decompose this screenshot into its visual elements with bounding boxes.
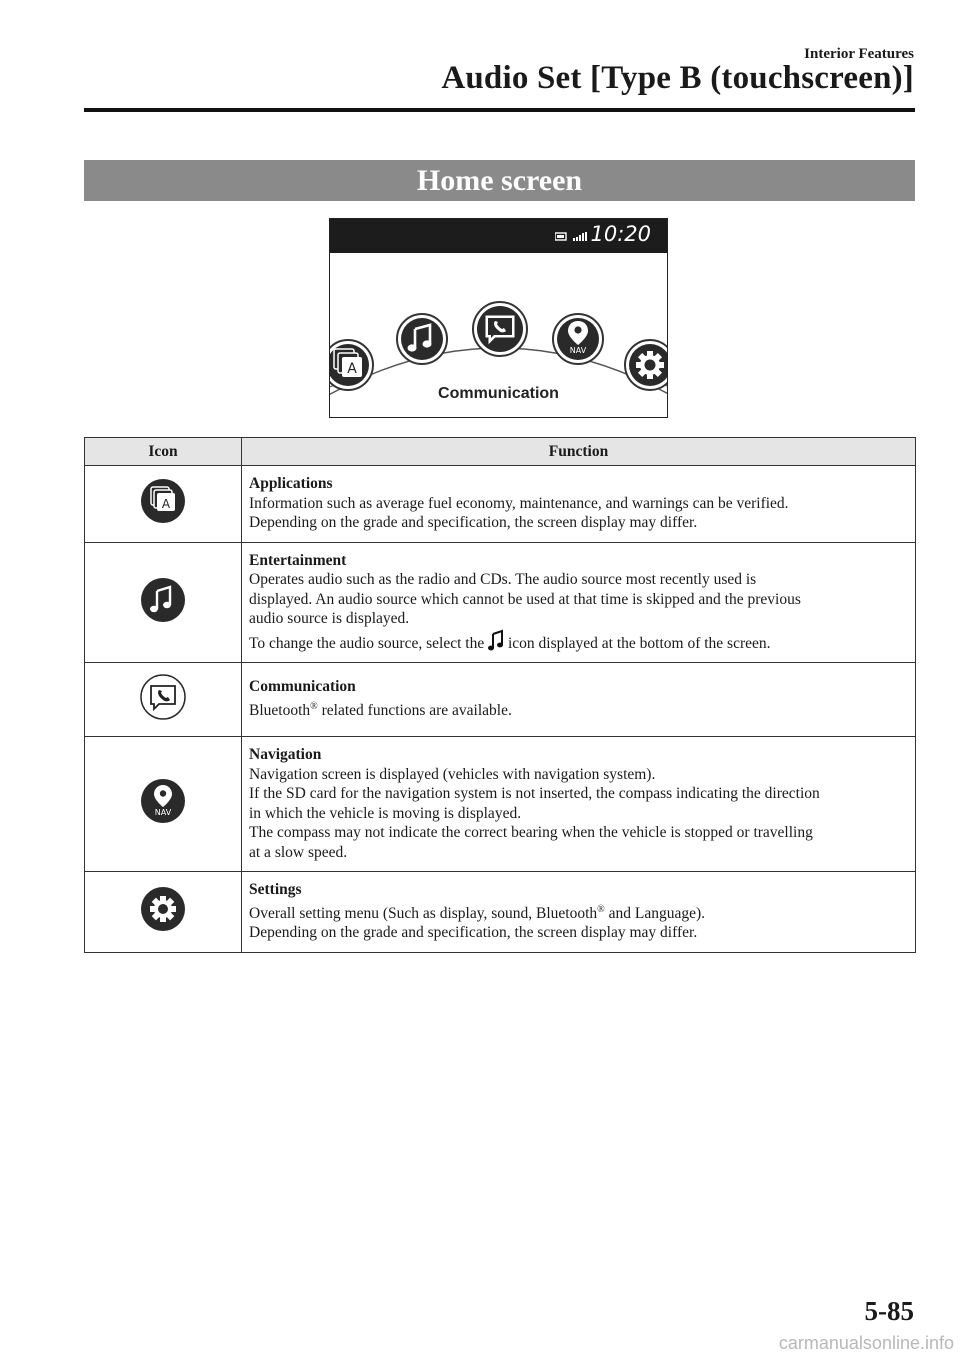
icon-cell bbox=[85, 542, 242, 663]
screen-selected-label: Communication bbox=[438, 385, 559, 402]
watermark: carmanualsonline.info bbox=[778, 1333, 954, 1353]
header-rule bbox=[84, 108, 915, 112]
function-cell bbox=[242, 663, 916, 737]
table-header-row bbox=[85, 438, 916, 466]
page-number: 5-85 bbox=[864, 1296, 914, 1326]
function-cell bbox=[242, 737, 916, 872]
function-cell bbox=[242, 542, 916, 663]
registered-mark: ® bbox=[597, 903, 605, 915]
icon-cell bbox=[85, 663, 242, 737]
table-row bbox=[85, 663, 916, 737]
registered-mark: ® bbox=[310, 700, 318, 712]
function-name: Navigation bbox=[249, 746, 322, 763]
svg-text:A: A bbox=[161, 497, 171, 511]
icon-cell bbox=[85, 872, 242, 953]
function-line: in which the vehicle is moving is displayed. bbox=[249, 804, 522, 822]
home-screen-illustration bbox=[329, 218, 668, 418]
function-line: If the SD card for the navigation system is not inserted, the compass indicating the direction bbox=[249, 785, 820, 802]
function-line: The compass may not indicate the correct bearing when the vehicle is stopped or travelling bbox=[249, 824, 813, 841]
function-text: Overall setting menu (Such as display, sound, Bluetooth bbox=[249, 904, 598, 922]
function-cell bbox=[242, 872, 916, 953]
entertainment-icon bbox=[139, 576, 187, 624]
function-line: displayed. An audio source which cannot be used at that time is skipped and the previous bbox=[249, 590, 801, 608]
music-note-icon bbox=[488, 629, 504, 651]
icon-column-header: Icon bbox=[85, 438, 242, 466]
function-text: related functions are available. bbox=[317, 702, 512, 720]
function-cell bbox=[242, 466, 916, 543]
function-name: Settings bbox=[249, 881, 302, 898]
icon-cell bbox=[85, 466, 242, 543]
table-row bbox=[85, 737, 916, 872]
function-line: at a slow speed. bbox=[249, 843, 348, 861]
table-row bbox=[85, 542, 916, 663]
function-line-with-icon bbox=[249, 629, 909, 654]
function-name: Communication bbox=[249, 678, 356, 696]
navigation-icon bbox=[139, 777, 187, 825]
header-section-label: Interior Features bbox=[804, 46, 914, 62]
screen-navigation-icon[interactable] bbox=[550, 311, 606, 367]
bluetooth-text: Bluetooth bbox=[249, 702, 311, 720]
function-line bbox=[249, 697, 909, 721]
table-row bbox=[85, 872, 916, 953]
communication-icon bbox=[139, 673, 187, 721]
function-line: Navigation screen is displayed (vehicles with navigation system). bbox=[249, 765, 656, 783]
svg-text:NAV: NAV bbox=[154, 808, 172, 818]
svg-text:A: A bbox=[347, 361, 357, 377]
function-text: icon displayed at the bottom of the screen. bbox=[507, 634, 771, 652]
function-name: Applications bbox=[249, 475, 333, 492]
screen-entertainment-icon[interactable] bbox=[394, 311, 450, 367]
function-line: Information such as average fuel economy, maintenance, and warnings can be verified. bbox=[249, 494, 789, 512]
function-line: Operates audio such as the radio and CDs. The audio source most recently used is bbox=[249, 571, 757, 588]
function-line bbox=[249, 900, 909, 924]
function-line: Depending on the grade and specification, the screen display may differ. bbox=[249, 924, 698, 942]
function-name: Entertainment bbox=[249, 551, 347, 569]
applications-icon bbox=[139, 477, 187, 525]
function-line: audio source is displayed. bbox=[249, 610, 410, 627]
function-text: To change the audio source, select the bbox=[249, 634, 485, 652]
table-row bbox=[85, 466, 916, 543]
function-line: Depending on the grade and specification, the screen display may differ. bbox=[249, 514, 698, 531]
function-text: and Language). bbox=[604, 904, 706, 922]
icon-cell bbox=[85, 737, 242, 872]
function-column-header: Function bbox=[242, 438, 916, 466]
screen-clock: 10:20 bbox=[590, 222, 651, 246]
settings-icon bbox=[139, 885, 187, 933]
icon-function-table bbox=[84, 437, 916, 953]
section-title-bar: Home screen bbox=[84, 160, 915, 201]
screen-communication-icon[interactable] bbox=[470, 299, 530, 359]
page-title: Audio Set [Type B (touchscreen)] bbox=[441, 60, 914, 96]
svg-text:NAV: NAV bbox=[569, 346, 587, 355]
